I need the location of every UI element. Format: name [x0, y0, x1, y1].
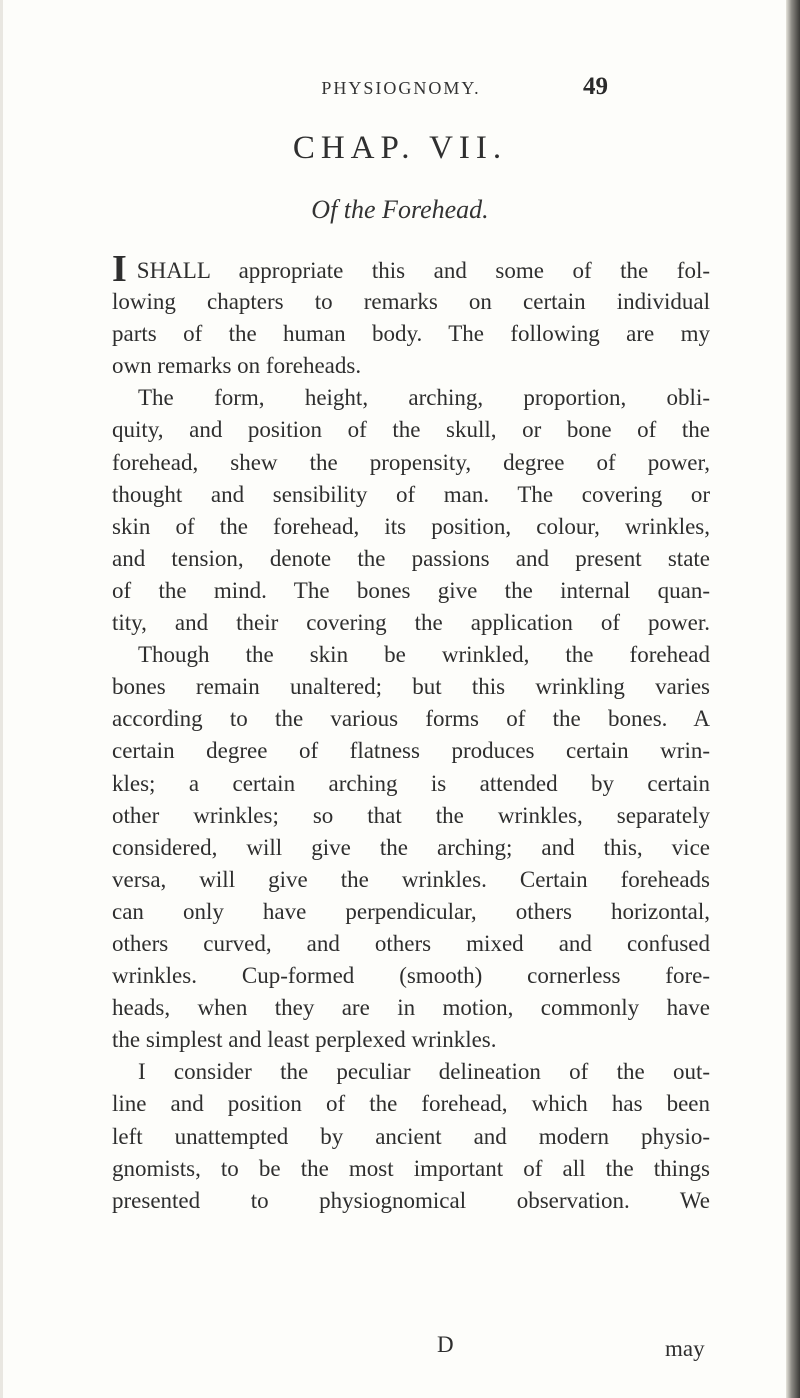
- text-line: of the mind. The bones give the internal quan-: [112, 577, 710, 603]
- text-line: I consider the peculiar delineation of the out-: [138, 1059, 710, 1085]
- text-line: and tension, denote the passions and present state: [112, 545, 710, 571]
- page-footer: [0, 1332, 800, 1372]
- drop-cap: I: [112, 248, 127, 290]
- text-line: other wrinkles; so that the wrinkles, separately: [112, 802, 710, 828]
- running-head: PHYSIOGNOMY.: [321, 78, 481, 98]
- text-line: wrinkles. Cup-formed (smooth) cornerless fore-: [112, 963, 710, 989]
- body-text: [112, 248, 710, 1217]
- text-line: left unattempted by ancient and modern physio-: [112, 1123, 710, 1149]
- text-line: versa, will give the wrinkles. Certain foreheads: [112, 866, 710, 892]
- text-line: heads, when they are in motion, commonly have: [112, 995, 710, 1021]
- chapter-title: Of the Forehead.: [311, 195, 489, 224]
- text-line: Though the skin be wrinkled, the forehead: [138, 642, 710, 668]
- text-line: The form, height, arching, proportion, obli-: [138, 385, 710, 411]
- book-spine-edge: [786, 0, 800, 1398]
- text-line: according to the various forms of the bones. A: [112, 706, 710, 732]
- chapter-heading: CHAP. VII.: [292, 130, 508, 166]
- text-line: forehead, shew the propensity, degree of power,: [112, 449, 710, 475]
- text-line: can only have perpendicular, others horizontal,: [112, 898, 710, 924]
- text-line: others curved, and others mixed and confused: [112, 930, 710, 956]
- text-line: own remarks on foreheads.: [112, 353, 362, 379]
- text-line: presented to physiognomical observation. We: [112, 1187, 710, 1213]
- text-line: quity, and position of the skull, or bone of the: [112, 417, 710, 443]
- text-line: line and position of the forehead, which has been: [112, 1091, 710, 1117]
- text-line: parts of the human body. The following are my: [112, 321, 710, 347]
- text-line: certain degree of flatness produces certain wrin-: [112, 738, 710, 764]
- signature-mark: D: [437, 1332, 454, 1357]
- text-line: thought and sensibility of man. The covering or: [112, 481, 710, 507]
- text-line: bones remain unaltered; but this wrinkling varies: [112, 674, 710, 700]
- text-line: tity, and their covering the application of power.: [112, 610, 710, 636]
- text-line: kles; a certain arching is attended by certain: [112, 770, 710, 796]
- first-line-text: SHALL appropriate this and some of the fol-: [136, 258, 710, 283]
- text-line: lowing chapters to remarks on certain individual: [112, 289, 710, 315]
- catchword: may: [665, 1336, 705, 1361]
- text-line: skin of the forehead, its position, colour, wrinkles,: [112, 513, 710, 539]
- text-line: gnomists, to be the most important of all the things: [112, 1155, 710, 1181]
- text-line: considered, will give the arching; and this, vice: [112, 834, 710, 860]
- page-left-edge: [0, 0, 3, 1398]
- text-line: the simplest and least perplexed wrinkles.: [112, 1027, 497, 1053]
- page-number: 49: [583, 73, 608, 100]
- text-line: [112, 248, 710, 290]
